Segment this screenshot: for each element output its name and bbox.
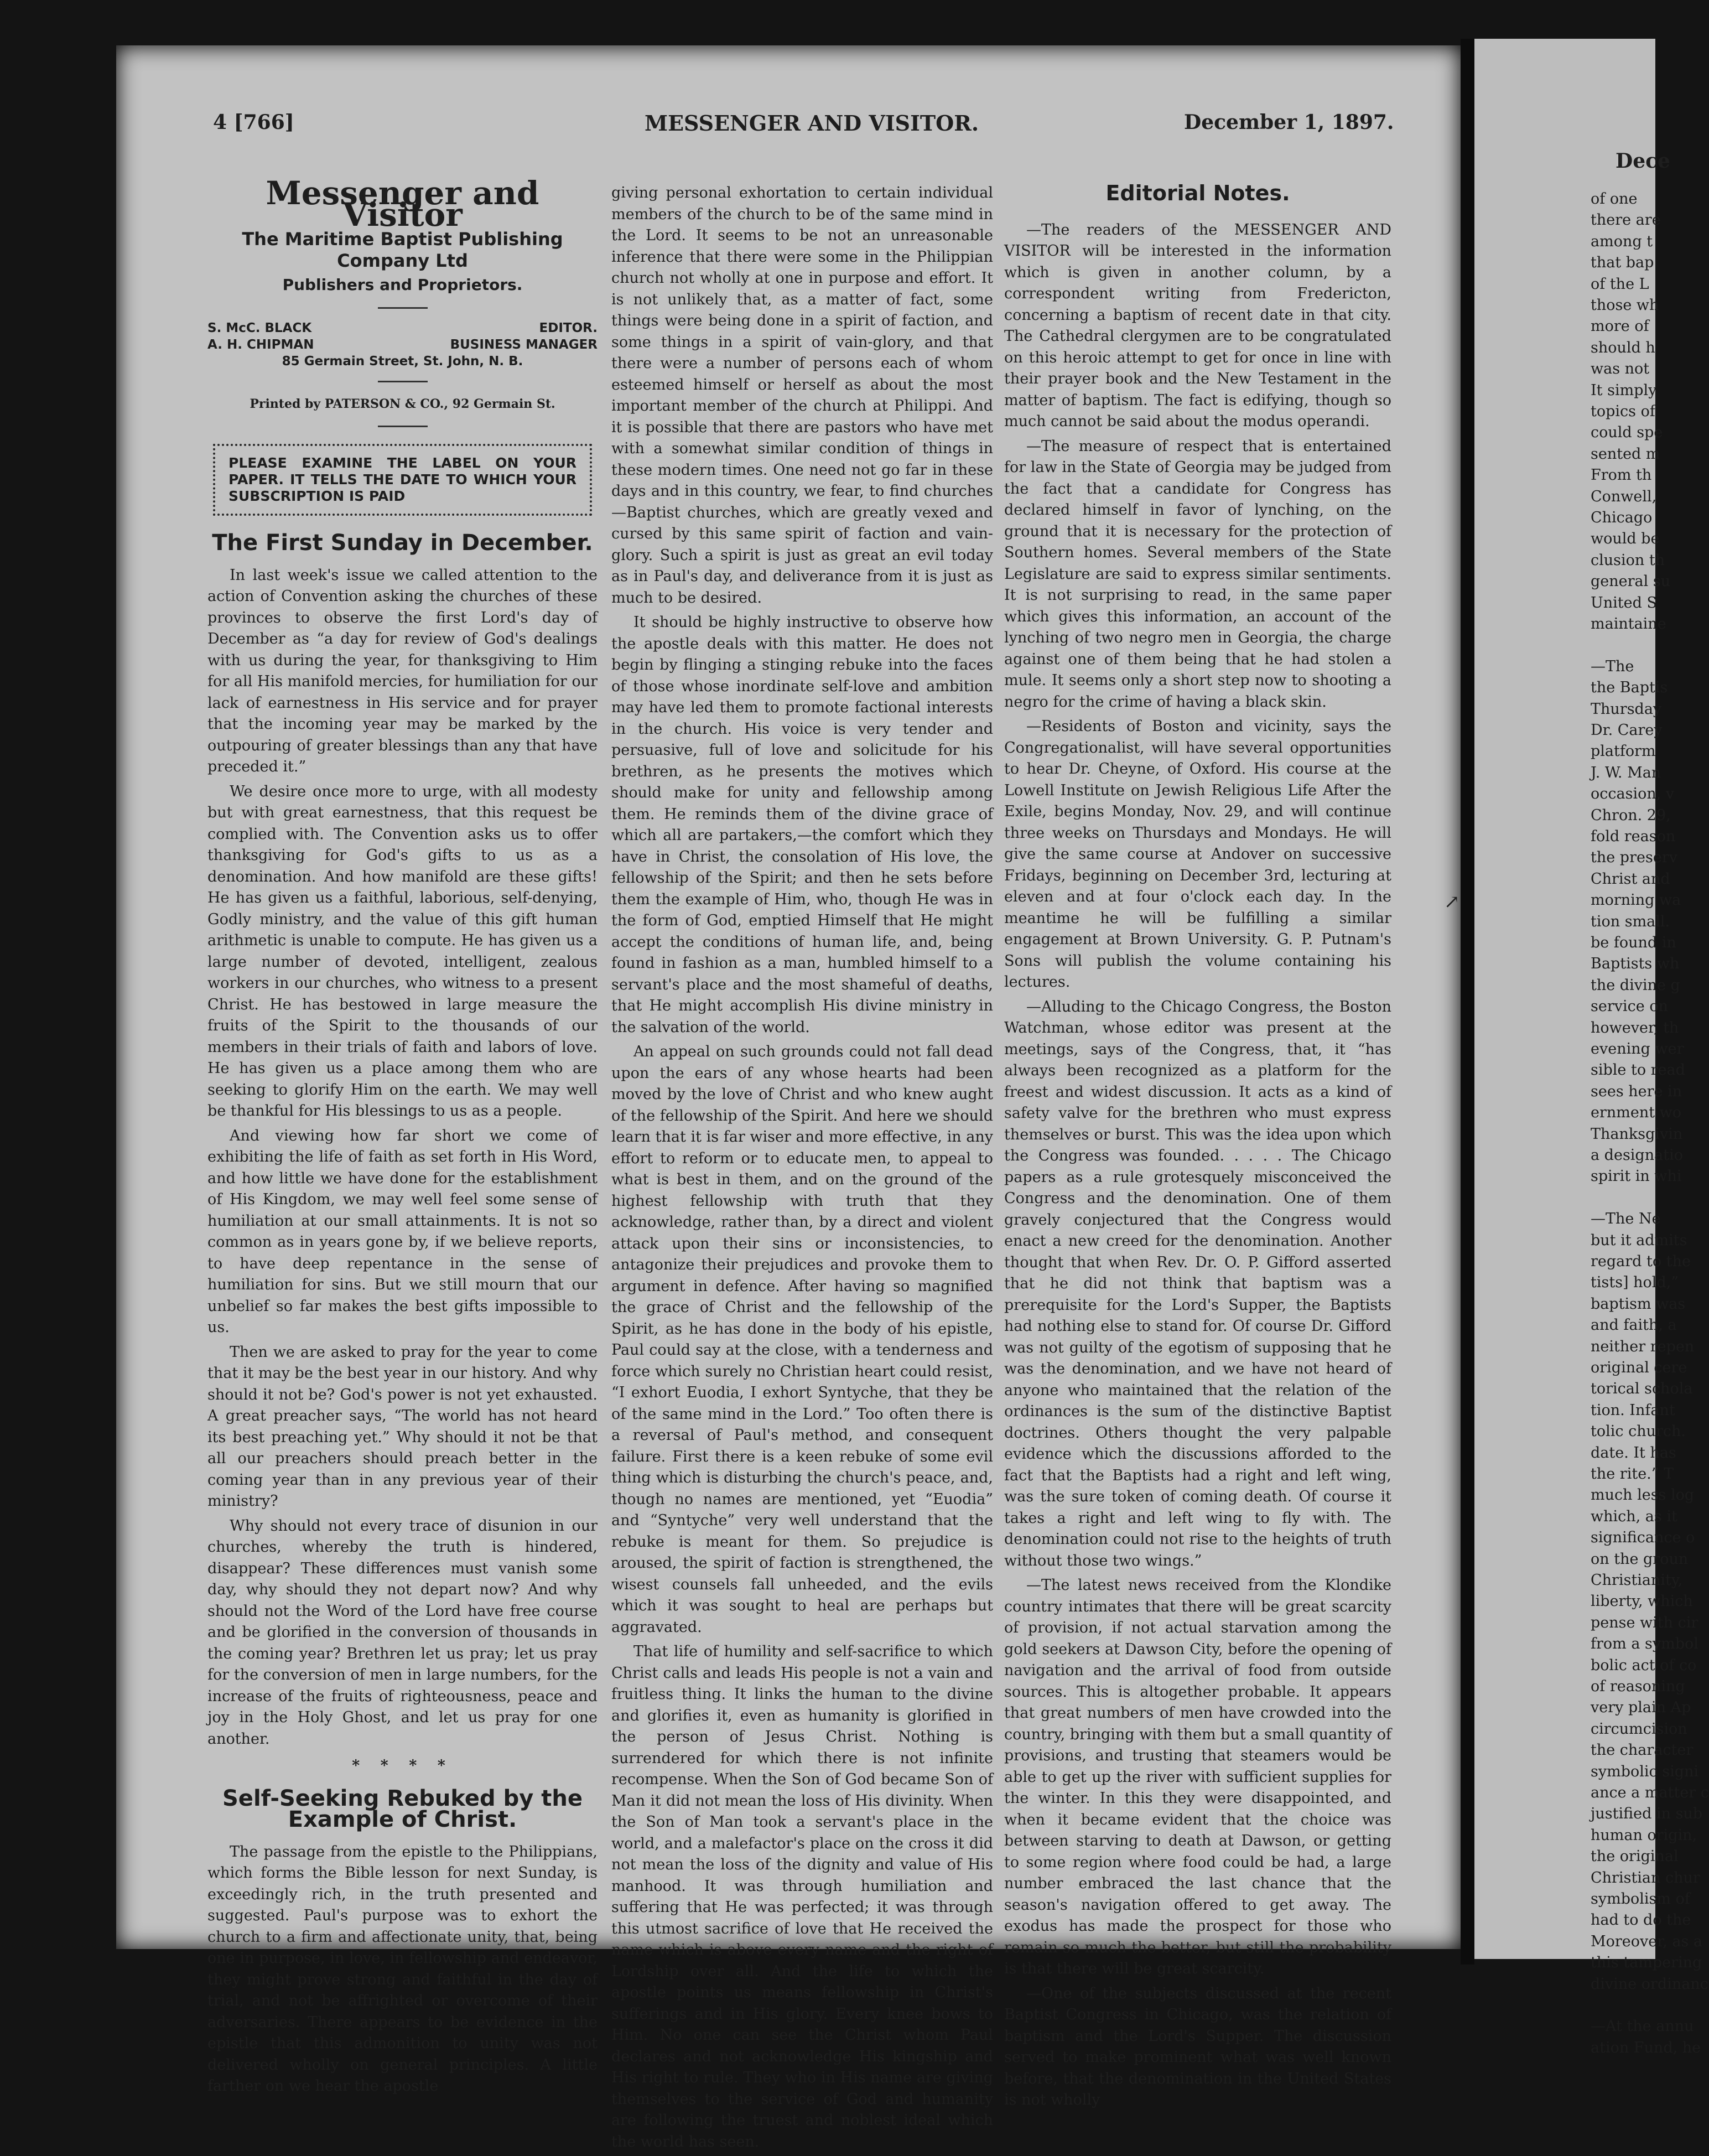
masthead-staff [207,320,598,370]
article-heading-first-sunday: The First Sunday in December. [212,530,593,556]
adjacent-page-fragment [1474,39,1709,2056]
adjacent-page-line: that bap [1591,254,1654,272]
article-paragraph: The passage from the epistle to the Philippians, which forms the Bible lesson for next Sunday, is exceedingly rich, in the truth presented and suggested. Paul's purpose was to exhort the church to a firm and affectionate unity, that, being one in purpose, in love, in fellowship and endeavor, they might prove strong and faithful in the day of trial, and not be affrighted or overcome of their adversaries. There appears to be evidence in the epistle that this admonition to unity was not delivered wholly on general principles. A little farther on we hear the apostle [207,1843,598,2095]
adjacent-page-line: was not [1591,360,1650,378]
adjacent-page-line: Thursday [1591,700,1662,718]
adjacent-page-line: justified in sub [1591,1805,1703,1823]
editorial-note: —One of the subjects discussed at the recent Baptist Congress in Chicago, was the relation of baptism and the Lord's Supper. The discussion served to make prominent what was well known before, that the denomination in the United States is not wholly [1004,1984,1391,2108]
adjacent-page-line: J. W. Man [1591,764,1661,781]
adjacent-page-line: ation Fund, he [1591,2039,1701,2056]
adjacent-page-line: the divine g [1591,976,1680,994]
page-number: 4 [766] [213,111,294,134]
column-1 [207,174,598,2101]
adjacent-page-line: date. It has [1591,1444,1676,1461]
adjacent-page-line: the character [1591,1742,1694,1759]
adjacent-page-header: Dece [1616,149,1670,173]
masthead-name: Messenger and Visitor [266,174,539,234]
adjacent-page-line: could spe [1591,424,1663,442]
article-paragraph: In last week's issue we called attention to the action of Convention asking the churches of these provinces to observe the first Lord's day of December as “a day for review of God's dealings with us during the year, for thanksgiving to Him for all His manifold mercies, for humiliation for our lack of earnestness in His service and for prayer that the incoming year may be marked by the outpouring of greater blessings than any that have preceded it.” [207,566,598,775]
adjacent-page-line: From th [1591,467,1652,484]
adjacent-page-line: would be [1591,530,1660,548]
adjacent-page-line: pense with cir [1591,1614,1698,1631]
subscription-notice: PLEASE EXAMINE THE LABEL ON YOUR PAPER. IT TELLS THE DATE TO WHICH YOUR SUBSCRIPTION IS PAID [213,444,592,516]
staff-rule [378,381,428,382]
adjacent-page-line: human origin, [1591,1826,1697,1844]
adjacent-page-line: Conwell, [1591,488,1657,505]
editorial-note: —The measure of respect that is entertained for law in the State of Georgia may be judged from the fact that a candidate for Congress has declared himself in favor of lynching, on the ground that it is necessary for the protection of Southern homes. Several members of the State Legislature are said to express similar sentiments. It is not surprising to read, in the same paper which gives this information, an account of the lynching of two negro men in Georgia, the charge against one of them being that he had stolen a mule. It seems only a short step now to shooting a negro for the crime of having a black skin. [1004,437,1391,711]
editorial-note: —Residents of Boston and vicinity, says the Congregationalist, will have several opportunities to hear Dr. Cheyne, of Oxford. His course at the Lowell Institute on Jewish Religious Life After the Exile, begins Monday, Nov. 29, and will continue three weeks on Thursdays and Mondays. He will give the same course at Andover on successive Fridays, beginning on December 3rd, lecturing at eleven and at four o'clock each day. In the meantime he will be fulfilling a similar engagement at Brown University. G. P. Putnam's Sons will publish the volume containing his lectures. [1004,718,1391,991]
adjacent-page-line: the original [1591,1848,1679,1865]
adjacent-page-line: sees here in [1591,1082,1682,1100]
adjacent-page-line: circumcision [1591,1720,1687,1738]
adjacent-page-line: and faith, a [1591,1317,1677,1334]
adjacent-page-line: tists] hold,” [1591,1274,1679,1292]
adjacent-page-line: —The [1591,657,1634,675]
adjacent-page-line: had to do the [1591,1911,1691,1929]
adjacent-page-line: much less log [1591,1486,1695,1504]
adjacent-page-line: of reasoning [1591,1678,1685,1695]
adjacent-page-line: torical schola [1591,1380,1693,1398]
column-3 [1004,183,1391,2114]
margin-mark: ↗ [1444,891,1460,913]
adjacent-page-line: —The Ne [1591,1210,1661,1228]
editorial-notes-heading: Editorial Notes. [1105,181,1290,205]
printer-rule [378,426,428,427]
adjacent-page-line: regard to the [1591,1253,1691,1270]
adjacent-page-line: Christianity, [1591,1572,1683,1589]
article-paragraph: That life of humility and self-sacrifice to which Christ calls and leads His people is not a vain and fruitless thing. It links the human to the divine and glorifies it, even as humanity is glorified in the person of Jesus Christ. Nothing is surrendered for which there is not infinite recompense. When the Son of God became Son of Man it did not mean the loss of His divinity. When the Son of Man took a servant's place in the world, and a malefactor's place on the cross it did not mean the loss of the dignity and value of His manhood. It was through humiliation and suffering that He was perfected; it was through this utmost sacrifice of love that He received the name which is above every name and the right of Lordship over all. And the life to which the apostle points us means fellowship in Christ's sufferings and in His glory. Every knee bows to Him. No one can see the Christ whom Paul declares and not acknowledge His kingship and His right to rule. They who in His name are giving themselves to the service of God and humanity are following the truest and noblest ideal which the world has seen. [611,1643,993,2150]
adjacent-page-line: Chron. 29, [1591,806,1671,824]
adjacent-page-line: Chicago [1591,509,1653,526]
issue-date: December 1, 1897. [1184,111,1394,134]
editorial-note: —The latest news received from the Klondike country intimates that there will be great scarcity of provision, if not actual starvation among the gold seekers at Dawson City, before the opening of navigation and the arrival of food from outside sources. This is altogether probable. It appears that great numbers of men have crowded into the country, bringing with them but a small quantity of provisions, and trusting that steamers would be able to get up the river with sufficient supplies for the winter. In this they were disappointed, and when it became evident that the choice was between starving to death at Dawson, or getting to some region where food could be had, a large number embraced the last chance that the season's navigation offered to get away. The exodus has made the prospect for those who remain so much the better, but still the probability is that there will be great scarcity. [1004,1577,1391,1977]
adjacent-page-line: of one [1591,190,1638,208]
adjacent-page-line: sented m [1591,445,1660,463]
adjacent-page-line: significance o [1591,1529,1695,1547]
article-paragraph: And viewing how far short we come of exhibiting the life of faith as set forth in His Word, and how little we have done for the establishment of His Kingdom, we may well feel some sense of humiliation at our small attainments. It is not so common as in years gone by, if we believe reports, to have deep repentance in the sense of humiliation for sins. But we still mourn that our unbelief so far makes the best gifts impossible to us. [207,1127,598,1336]
editorial-note: —The readers of the MESSENGER AND VISITOR will be interested in the information which is given in another column, by a correspondent writing from Fredericton, concerning a baptism of recent date in that city. The Cathedral clergymen are to be congratulated on this heroic attempt to get for once in line with their prayer book and the New Testament in the matter of baptism. The fact is edifying, though so much cannot be said about the modus operandi. [1004,221,1391,430]
editorial-note: —Alluding to the Chicago Congress, the Boston Watchman, whose editor was present at the meetings, says of the Congress, that, it “has always been recognized as a platform for the freest and widest discussion. It acts as a kind of safety valve for the brethren who must express themselves or burst. This was the idea upon which the Congress was founded. . . . . The Chicago papers as a rule grotesquely misconceived the Congress and the denomination. One of them gravely conjectured that the Congress would enact a new creed for the denomination. Another thought that when Rev. Dr. O. P. Gifford asserted that he did not think that baptism was a prerequisite for the Lord's Supper, the Baptists had nothing else to stand for. Of course Dr. Gifford was not guilty of the egotism of supposing that he was the denomination, and we have not heard of anyone who maintained that the relation of the ordinances is the sum of the distinctive Baptist doctrines. Others thought the very palpable evidence which the discussions afforded to the fact that the Baptists had a right and left wing, was the sure token of coming death. Of course it takes a right and left wing to fly with. The denomination could not rise to the heights of truth without those two wings.” [1004,998,1391,1569]
adjacent-page-line: more of [1591,318,1649,335]
section-separator: * * * * [352,1757,453,1774]
adjacent-page-line: clusion th [1591,551,1665,569]
article-paragraph: giving personal exhortation to certain individual members of the church to be of the same mind in the Lord. It seems to be not an unreasonable inference that there were some in the Philippian church not wholly at one in purpose and effort. It is not unlikely that, as a matter of fact, some things were being done in a spirit of faction, and some things in a spirit of vain-glory, and that there were a number of persons each of whom esteemed himself or herself as about the most important member of the church at Philippi. And it is possible that there are pastors who have met with a somewhat similar condition of things in these modern times. One need not go far in these days and in this country, we fear, to find churches—Baptist churches, which are greatly vexed and cursed by this same spirit of faction and vain-glory. Such a spirit is just as great an evil today as in Paul's day, and deliverance from it is just as much to be desired. [611,184,993,607]
adjacent-page-line: the preserv [1591,849,1677,867]
adjacent-page-line: however, th [1591,1019,1679,1036]
adjacent-page-line: tolic church. [1591,1423,1686,1440]
adjacent-page-line: ernment wo [1591,1104,1682,1122]
adjacent-page-line: the Baptis [1591,679,1668,697]
article-paragraph: An appeal on such grounds could not fall dead upon the ears of any whose hearts had been moved by the love of Christ and who knew aught of the fellowship of the Spirit. And here we should learn that it is far wiser and more effective, in any effort to reform or to educate men, to appeal to what is best in them, and on the ground of the highest fellowship with truth that they acknowledge, rather than, by a direct and violent attack upon their sins or inconsistencies, to antagonize their prejudices and provoke them to argument in defence. After having so magnified the grace of Christ and the fellowship of the Spirit, as he has done in the body of his epistle, Paul could say at the close, with a tenderness and force which surely no Christian heart could resist, “I exhort Euodia, I exhort Syntyche, that they be of the same mind in the Lord.” Too often there is a reversal of Paul's method, and consequent failure. First there is a keen rebuke of some evil thing which is disturbing the church's peace, and, though no names are mentioned, yet “Euodia” and “Syntyche” very well understand that the rebuke is meant for them. So prejudice is aroused, the spirit of faction is strengthened, the wisest counsels fall unheeded, and the evils which it was sought to heal are perhaps but aggravated. [611,1043,993,1636]
adjacent-page-line: bolic act of co [1591,1656,1697,1674]
editor-title: EDITOR. [539,320,598,335]
adjacent-page-line: tion. Infant [1591,1401,1675,1419]
printer-line: Printed by PATERSON & CO., 92 Germain St. [250,396,555,411]
adjacent-page-line: divine ordinanc [1591,1975,1708,1993]
adjacent-page-line: ance a matter c [1591,1784,1709,1801]
adjacent-page-line: It simply [1591,381,1657,399]
adjacent-page-line: tion small. [1591,913,1670,930]
adjacent-page-line: spirit in whi [1591,1168,1682,1185]
adjacent-page-line: maintaine [1591,615,1666,633]
adjacent-page-line: sible to read [1591,1061,1685,1079]
adjacent-page-line: service on [1591,998,1668,1015]
adjacent-page-line: those wh [1591,297,1659,314]
adjacent-page-line: Dr. Carey [1591,722,1663,739]
adjacent-page-line: Christ and [1591,870,1670,888]
article-paragraph: Then we are asked to pray for the year to come that it may be the best year in our history. And why should it not be? God's power is not yet exhausted. A great preacher says, “The world has not heard its best preaching yet.” Why should it not be that all our preachers should preach better in the coming year than in any previous year of their ministry? [207,1343,598,1510]
article-heading-self-seeking: Self-Seeking Rebuked by the Example of Christ. [222,1785,583,1832]
adjacent-page-line: fold reason [1591,828,1676,845]
adjacent-page-line: neither repen [1591,1338,1695,1355]
masthead-role: Publishers and Proprietors. [282,276,523,294]
adjacent-page-line: Christian chur [1591,1869,1700,1886]
adjacent-page-line: symbolism of [1591,1890,1690,1908]
editor-line [207,320,598,336]
article-paragraph: We desire once more to urge, with all modesty but with great earnestness, that this request be complied with. The Convention asks us to offer thanksgiving for God's gifts to us as a denomination. And how manifold are these gifts! He has given us a faithful, laborious, self-denying, Godly ministry, and the value of this gift human arithmetic is unable to compute. He has given us a large number of devoted, intelligent, zealous workers in our churches, who witness to a present Christ. He has bestowed in large measure the fruits of the Spirit to the thousands of our members in their trials of faith and labors of love. He has given us a place among them who are seeking to glorify Him on the earth. We may well be thankful for His blessings to us as a people. [207,782,598,1120]
adjacent-page-line: be found in [1591,934,1676,951]
manager-line [207,336,598,353]
adjacent-page-line: very plain Ap [1591,1699,1691,1717]
column-2 [611,183,993,2156]
adjacent-page-line: on the groun [1591,1550,1689,1568]
adjacent-page-line: baptism was [1591,1295,1686,1313]
adjacent-page-line: the rite.” T [1591,1465,1674,1483]
book-gutter [1461,39,1474,1965]
adjacent-page-line: occasion, v [1591,785,1675,803]
adjacent-page-line: original cere [1591,1359,1687,1376]
adjacent-page-line: United S [1591,594,1657,611]
adjacent-page-line: but it admits [1591,1231,1687,1249]
adjacent-page-line: from a symbol [1591,1635,1698,1653]
masthead-company: The Maritime Baptist Publishing Company Ltd [242,229,563,271]
adjacent-page-line: topics of [1591,403,1655,420]
adjacent-page-line: evening wer [1591,1040,1684,1058]
masthead-rule [378,307,428,309]
manager-name: A. H. CHIPMAN [207,337,314,352]
adjacent-page-line: general su [1591,573,1671,590]
newspaper-title: MESSENGER AND VISITOR. [645,111,979,136]
adjacent-page-line: liberty, which [1591,1593,1693,1610]
adjacent-page-line: there are [1591,211,1661,229]
adjacent-page-line: —At the annu [1591,2018,1694,2035]
adjacent-page-line: Thanksgivin [1591,1125,1683,1143]
adjacent-page-line: symbolic signi [1591,1763,1699,1780]
adjacent-page-line: among t [1591,232,1653,250]
adjacent-page-line: should h [1591,339,1655,356]
adjacent-page-line: this tampering [1591,1954,1702,1972]
office-address: 85 Germain Street, St. John, N. B. [282,354,523,369]
article-paragraph: It should be highly instructive to observe how the apostle deals with this matter. He does not begin by flinging a stinging rebuke into the faces of those whose inordinate self-love and ambition may have led them to promote factional interests in the church. His voice is very tender and persuasive, full of love and solicitude for his brethren, as he presents the motives which should make for unity and fellowship among them. He reminds them of the divine grace of which all are partakers,—the comfort which they have in Christ, the consolation of His love, the fellowship of the Spirit; and then he sets before them the example of Him, who, though He was in the form of God, emptied Himself that He might accept the conditions of human life, and, being found in fashion as a man, humbled himself to a servant's place and the most shameful of deaths, that He might accomplish His divine ministry in the salvation of the world. [611,614,993,1036]
adjacent-page-line: morning wa [1591,892,1681,909]
adjacent-page-line: platform [1591,743,1656,760]
manager-title: BUSINESS MANAGER [450,337,598,352]
adjacent-page-line: Baptists wh [1591,955,1680,973]
article-paragraph: Why should not every trace of disunion in our churches, whereby the truth is hindered, disappear? These differences must vanish some day, why should they not depart now? And why should not the Word of the Lord have free course and be glorified in the conversion of thousands in the coming year? Brethren let us pray; let us pray for the conversion of men in large numbers, for the increase of the fruits of righteousness, peace and joy in the Holy Ghost, and let us pray for one another. [207,1517,598,1748]
adjacent-page-line: which, as it [1591,1507,1677,1525]
editor-name: S. McC. BLACK [207,320,312,335]
adjacent-page-line: Moreover, as a [1591,1932,1703,1950]
adjacent-page-line: of the L [1591,275,1649,293]
adjacent-page-line: a designatio [1591,1147,1683,1164]
